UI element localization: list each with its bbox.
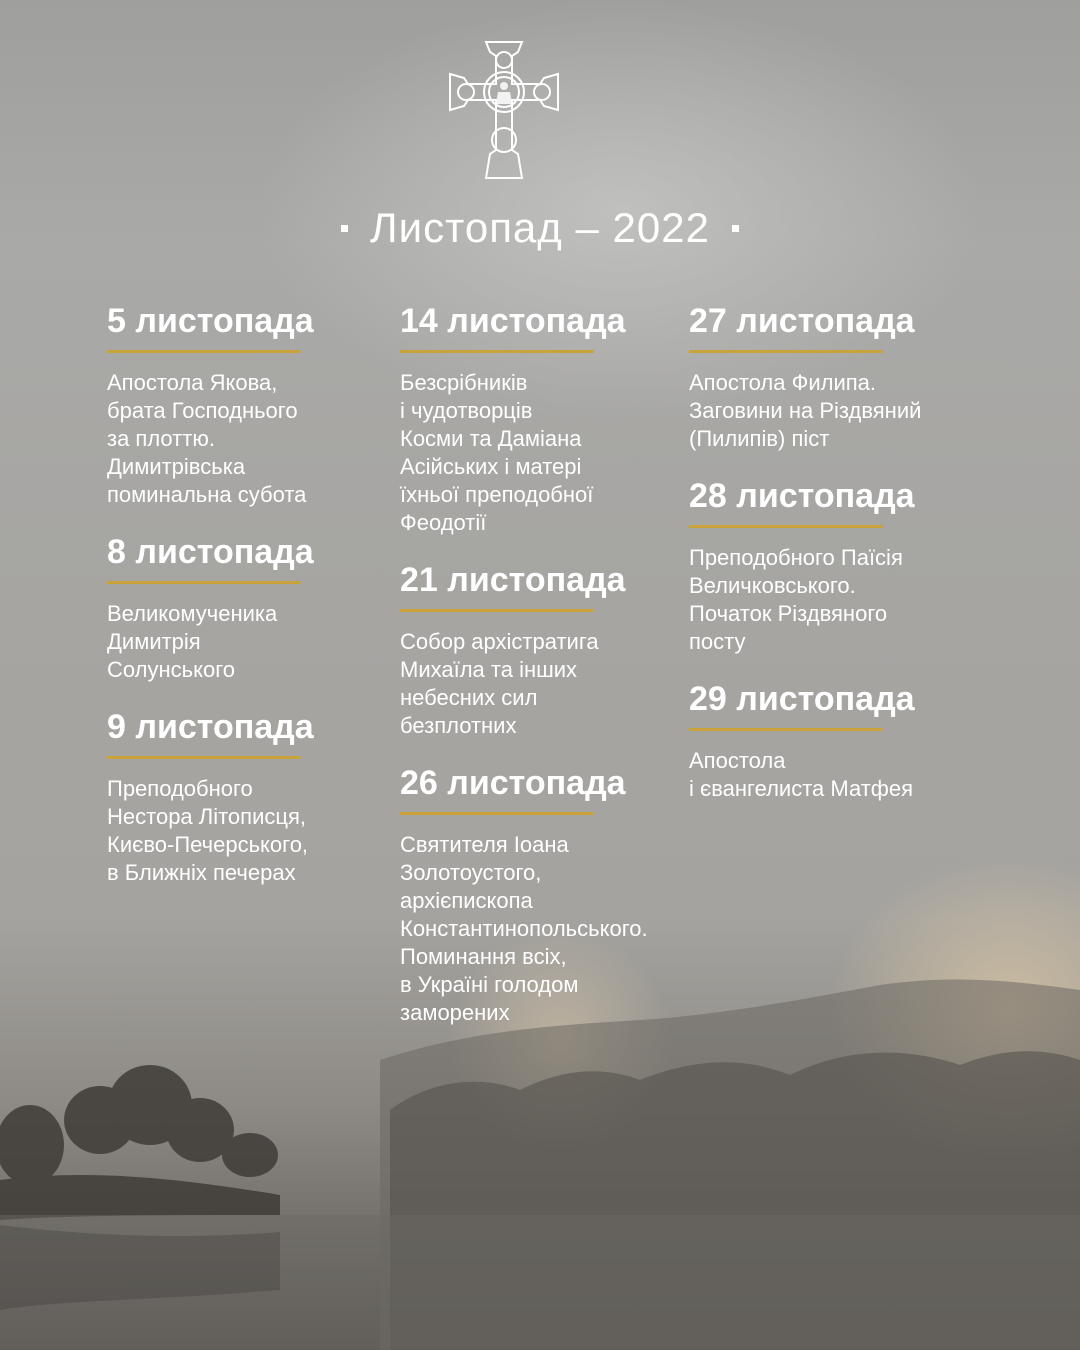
- calendar-column-3: [689, 298, 1019, 823]
- entry-date: 27 листопада: [689, 302, 915, 340]
- gold-divider: [400, 812, 594, 815]
- island-trees: [0, 1065, 280, 1220]
- entry-date: 5 листопада: [107, 302, 314, 340]
- entry-description: Преподобного Нестора Літописця, Києво-Печерського, в Ближніх печерах: [107, 776, 309, 885]
- title-left-dot: [341, 225, 348, 232]
- calendar-entry: [400, 760, 730, 1027]
- gold-divider: [107, 756, 301, 759]
- calendar-entry: [689, 676, 1019, 803]
- calendar-entry: [400, 298, 730, 537]
- gold-divider: [107, 581, 301, 584]
- entry-description: Великомученика Димитрія Солунського: [107, 601, 278, 682]
- entry-date: 21 листопада: [400, 561, 626, 599]
- calendar-entry: [107, 704, 437, 887]
- title-row: [0, 200, 1080, 256]
- entry-description: Безсрібників і чудотворців Косми та Даміана Асійських і матері їхньої преподобної Феодотії: [400, 370, 594, 535]
- page-title: Листопад – 2022: [370, 204, 710, 251]
- gold-divider: [689, 525, 883, 528]
- gold-divider: [400, 609, 594, 612]
- calendar-entry: [400, 557, 730, 740]
- ornate-cross-icon: [448, 40, 560, 180]
- entry-description: Апостола Якова, брата Господнього за плоттю. Димитрівська поминальна субота: [107, 370, 307, 507]
- entry-description: Апостола і євангелиста Матфея: [689, 748, 914, 801]
- entry-date: 9 листопада: [107, 708, 314, 746]
- gold-divider: [400, 350, 594, 353]
- gold-divider: [107, 350, 301, 353]
- gold-divider: [689, 728, 883, 731]
- calendar-entry: [107, 529, 437, 684]
- calendar-entry: [689, 473, 1019, 656]
- calendar-column-2: [400, 298, 730, 1047]
- entry-date: 28 листопада: [689, 477, 915, 515]
- entry-description: Преподобного Паїсія Величковського. Початок Різдвяного посту: [689, 545, 903, 654]
- entry-description: Апостола Филипа. Заговини на Різдвяний (Пилипів) піст: [689, 370, 922, 451]
- calendar-column-1: [107, 298, 437, 907]
- entry-description: Собор архістратига Михаїла та інших небесних сил безплотних: [400, 629, 599, 738]
- entry-date: 8 листопада: [107, 533, 314, 571]
- entry-date: 26 листопада: [400, 764, 626, 802]
- entry-date: 14 листопада: [400, 302, 626, 340]
- entry-description: Святителя Іоана Золотоустого, архієпископа Константинопольського. Поминання всіх, в Україні голодом заморених: [400, 832, 648, 1025]
- calendar-entry: [689, 298, 1019, 453]
- gold-divider: [689, 350, 883, 353]
- entry-date: 29 листопада: [689, 680, 915, 718]
- title-right-dot: [732, 225, 739, 232]
- calendar-entry: [107, 298, 437, 509]
